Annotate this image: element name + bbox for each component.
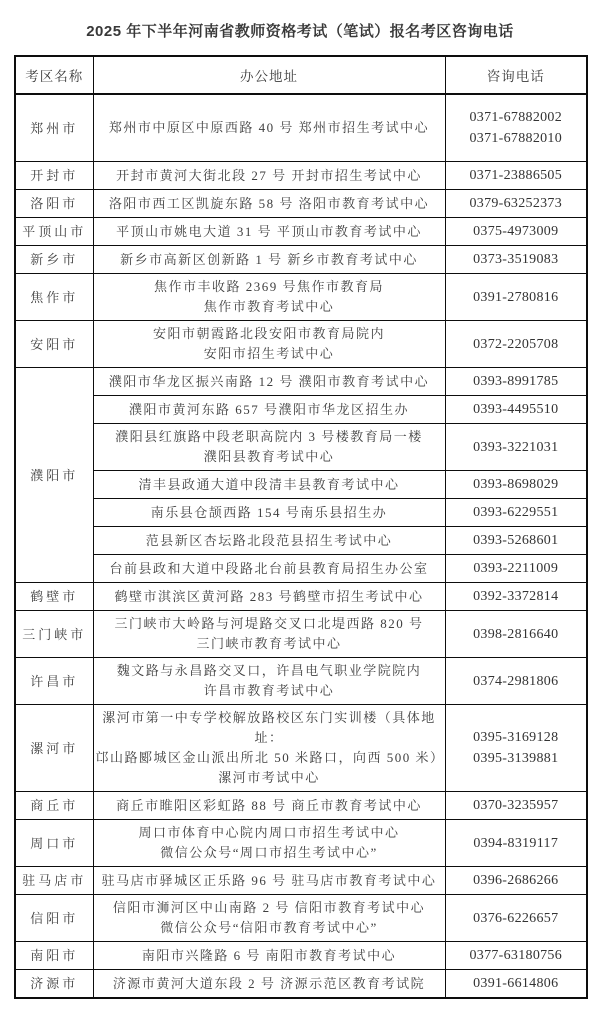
phone-cell	[445, 527, 587, 555]
phone-number: 0395-3139881	[473, 751, 559, 766]
phone-cell	[445, 471, 587, 499]
table-row	[15, 895, 587, 942]
phone-cell	[445, 396, 587, 424]
table-row	[15, 94, 587, 162]
table-row	[15, 555, 587, 583]
address-line: 安阳市招生考试中心	[203, 346, 335, 361]
region-cell: 鹤壁市	[15, 583, 93, 611]
address-line: 三门峡市大岭路与河堤路交叉口北堤西路 820 号	[114, 616, 424, 631]
phone-number: 0373-3519083	[473, 252, 559, 267]
table-row	[15, 321, 587, 368]
page-title: 2025 年下半年河南省教师资格考试（笔试）报名考区咨询电话	[86, 23, 514, 40]
phone-number: 0376-6226657	[473, 910, 559, 926]
address-line: 漯河市考试中心	[218, 770, 320, 785]
address-line: 濮阳县教育考试中心	[203, 449, 335, 464]
address-line: 济源市黄河大道东段 2 号 济源示范区教育考试院	[112, 975, 426, 991]
address-line: 鹤壁市淇滨区黄河路 283 号鹤壁市招生考试中心	[114, 588, 424, 604]
phone-number: 0392-3372814	[473, 589, 559, 604]
phone-cell	[445, 658, 587, 705]
address-line: 郑州市中原区中原西路 40 号 郑州市招生考试中心	[108, 120, 430, 135]
region-cell: 济源市	[15, 970, 93, 999]
region-cell: 驻马店市	[15, 867, 93, 895]
address-line: 洛阳市西工区凯旋东路 58 号 洛阳市教育考试中心	[108, 195, 430, 211]
region-cell: 三门峡市	[15, 611, 93, 658]
phone-cell	[445, 942, 587, 970]
address-line: 濮阳市黄河东路 657 号濮阳市华龙区招生办	[128, 401, 409, 417]
address-line: 南阳市兴隆路 6 号 南阳市教育考试中心	[141, 947, 397, 963]
address-line: 焦作市教育考试中心	[203, 299, 335, 314]
phone-number: 0394-8319117	[473, 835, 559, 851]
address-line: 安阳市朝霞路北段安阳市教育局院内	[152, 326, 385, 341]
phone-cell	[445, 555, 587, 583]
phone-cell	[445, 190, 587, 218]
address-cell	[93, 424, 445, 471]
address-cell	[93, 583, 445, 611]
phone-cell	[445, 499, 587, 527]
table-row	[15, 792, 587, 820]
phone-cell	[445, 246, 587, 274]
phone-number: 0391-6614806	[473, 976, 559, 991]
phone-cell	[445, 583, 587, 611]
phone-cell	[445, 970, 587, 999]
address-line: 平顶山市姚电大道 31 号 平顶山市教育考试中心	[116, 223, 422, 239]
table-row	[15, 705, 587, 792]
phone-number: 0398-2816640	[473, 626, 559, 642]
address-cell	[93, 792, 445, 820]
region-cell: 郑州市	[15, 94, 93, 162]
table-row	[15, 942, 587, 970]
phone-number: 0393-5268601	[473, 533, 559, 548]
table-row	[15, 499, 587, 527]
address-line: 周口市体育中心院内周口市招生考试中心	[138, 825, 400, 840]
address-line: 魏文路与永昌路交叉口，许昌电气职业学院院内	[116, 663, 422, 678]
address-cell	[93, 368, 445, 396]
table-row	[15, 190, 587, 218]
phone-number: 0395-3169128	[473, 730, 559, 745]
address-line: 濮阳市华龙区振兴南路 12 号 濮阳市教育考试中心	[108, 373, 430, 389]
address-cell	[93, 942, 445, 970]
table-row	[15, 820, 587, 867]
address-line: 商丘市睢阳区彩虹路 88 号 商丘市教育考试中心	[116, 797, 422, 813]
address-line: 驻马店市驿城区正乐路 96 号 驻马店市教育考试中心	[101, 872, 437, 888]
phone-number: 0370-3235957	[473, 798, 559, 813]
phone-cell	[445, 424, 587, 471]
region-cell: 安阳市	[15, 321, 93, 368]
address-cell	[93, 162, 445, 190]
address-line: 微信公众号“周口市招生考试中心”	[160, 845, 378, 860]
table-row	[15, 424, 587, 471]
address-cell	[93, 471, 445, 499]
address-line: 焦作市丰收路 2369 号焦作市教育局	[153, 279, 384, 294]
phone-cell	[445, 792, 587, 820]
region-cell: 商丘市	[15, 792, 93, 820]
region-cell: 平顶山市	[15, 218, 93, 246]
table-row	[15, 583, 587, 611]
address-line: 开封市黄河大街北段 27 号 开封市招生考试中心	[116, 167, 422, 183]
address-cell	[93, 867, 445, 895]
phone-number: 0393-3221031	[473, 439, 559, 455]
region-cell: 开封市	[15, 162, 93, 190]
phone-cell	[445, 162, 587, 190]
phone-number: 0393-4495510	[473, 402, 559, 417]
address-cell	[93, 658, 445, 705]
phone-cell	[445, 820, 587, 867]
region-cell: 许昌市	[15, 658, 93, 705]
address-line: 信阳市浉河区中山南路 2 号 信阳市教育考试中心	[112, 900, 426, 915]
address-line: 新乡市高新区创新路 1 号 新乡市教育考试中心	[120, 251, 418, 267]
region-cell: 焦作市	[15, 274, 93, 321]
header-phone: 咨询电话	[445, 56, 587, 94]
region-cell: 濮阳市	[15, 368, 93, 583]
table-row	[15, 611, 587, 658]
phone-cell	[445, 218, 587, 246]
phone-number: 0396-2686266	[473, 873, 559, 888]
address-cell	[93, 527, 445, 555]
address-line: 漯河市第一中专学校解放路校区东门实训楼（具体地址：	[102, 710, 436, 745]
table-row	[15, 658, 587, 705]
address-cell	[93, 895, 445, 942]
region-cell: 洛阳市	[15, 190, 93, 218]
contact-table	[14, 55, 588, 999]
phone-cell	[445, 895, 587, 942]
table-row	[15, 471, 587, 499]
address-cell	[93, 970, 445, 999]
region-cell: 漯河市	[15, 705, 93, 792]
phone-number: 0375-4973009	[473, 224, 559, 239]
phone-number: 0393-2211009	[473, 561, 559, 576]
address-cell	[93, 499, 445, 527]
table-row	[15, 970, 587, 999]
address-cell	[93, 190, 445, 218]
address-line: 台前县政和大道中段路北台前县教育局招生办公室	[109, 560, 429, 576]
phone-number: 0372-2205708	[473, 336, 559, 352]
address-cell	[93, 820, 445, 867]
phone-number: 0374-2981806	[473, 673, 559, 689]
address-line: 微信公众号“信阳市教育考试中心”	[160, 920, 378, 935]
phone-cell	[445, 368, 587, 396]
table-body	[15, 94, 587, 998]
table-row	[15, 396, 587, 424]
address-line: 南乐县仓颉西路 154 号南乐县招生办	[150, 504, 388, 520]
address-line: 三门峡市教育考试中心	[196, 636, 342, 651]
phone-cell	[445, 611, 587, 658]
header-region: 考区名称	[15, 56, 93, 94]
address-cell	[93, 94, 445, 162]
address-line: 清丰县政通大道中段清丰县教育考试中心	[138, 476, 400, 492]
table-row	[15, 368, 587, 396]
phone-number: 0377-63180756	[469, 948, 563, 963]
table-row	[15, 527, 587, 555]
address-line: 濮阳县红旗路中段老职高院内 3 号楼教育局一楼	[115, 429, 423, 444]
header-address: 办公地址	[93, 56, 445, 94]
region-cell: 新乡市	[15, 246, 93, 274]
phone-number: 0391-2780816	[473, 289, 559, 305]
region-cell: 信阳市	[15, 895, 93, 942]
phone-cell	[445, 321, 587, 368]
phone-cell	[445, 94, 587, 162]
table-row	[15, 218, 587, 246]
phone-cell	[445, 274, 587, 321]
phone-number: 0393-6229551	[473, 505, 559, 520]
table-header-row	[15, 56, 587, 94]
region-cell: 周口市	[15, 820, 93, 867]
phone-number: 0371-23886505	[469, 168, 563, 183]
phone-number: 0371-67882002	[469, 110, 563, 125]
phone-cell	[445, 867, 587, 895]
address-line: 许昌市教育考试中心	[203, 683, 335, 698]
table-row	[15, 162, 587, 190]
address-line: 范县新区杏坛路北段范县招生考试中心	[145, 532, 393, 548]
address-cell	[93, 274, 445, 321]
address-cell	[93, 705, 445, 792]
address-line: 邙山路郾城区金山派出所北 50 米路口，向西 500 米）	[95, 750, 445, 765]
phone-number: 0371-67882010	[469, 131, 563, 146]
address-cell	[93, 321, 445, 368]
address-cell	[93, 555, 445, 583]
address-cell	[93, 218, 445, 246]
address-cell	[93, 246, 445, 274]
phone-number: 0393-8991785	[473, 374, 559, 389]
address-cell	[93, 396, 445, 424]
region-cell: 南阳市	[15, 942, 93, 970]
phone-number: 0379-63252373	[469, 196, 563, 211]
address-cell	[93, 611, 445, 658]
table-row	[15, 274, 587, 321]
table-row	[15, 867, 587, 895]
table-row	[15, 246, 587, 274]
phone-number: 0393-8698029	[473, 477, 559, 492]
phone-cell	[445, 705, 587, 792]
